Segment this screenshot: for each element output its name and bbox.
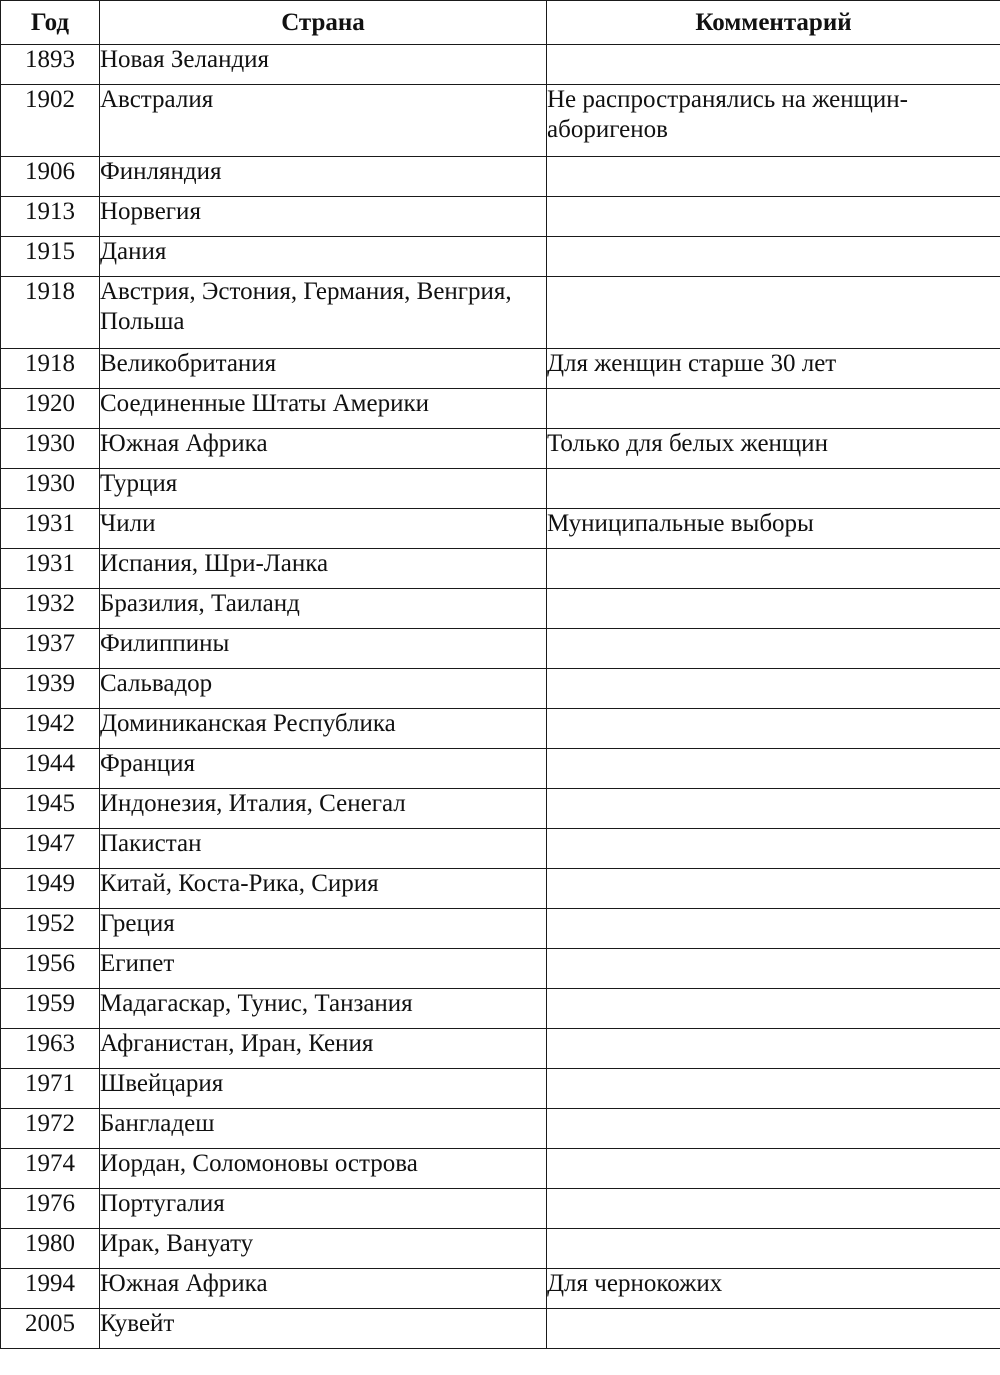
year-cell: 1980: [1, 1229, 100, 1269]
country-cell: Мадагаскар, Тунис, Танзания: [100, 989, 547, 1029]
comment-cell: Для женщин старше 30 лет: [547, 349, 1000, 389]
year-cell: 1920: [1, 389, 100, 429]
year-cell: 1931: [1, 509, 100, 549]
header-country: Страна: [100, 1, 547, 45]
table-row: [1, 909, 1000, 949]
table-header-row: [1, 1, 1000, 45]
table-row: [1, 949, 1000, 989]
comment-cell: Только для белых женщин: [547, 429, 1000, 469]
table-row: [1, 389, 1000, 429]
comment-cell: [547, 989, 1000, 1029]
year-cell: 1956: [1, 949, 100, 989]
year-cell: 2005: [1, 1309, 100, 1349]
comment-cell: [547, 789, 1000, 829]
table-row: [1, 277, 1000, 349]
year-cell: 1947: [1, 829, 100, 869]
year-cell: 1913: [1, 197, 100, 237]
table-row: [1, 589, 1000, 629]
year-cell: 1906: [1, 157, 100, 197]
country-cell: Индонезия, Италия, Сенегал: [100, 789, 547, 829]
comment-cell: [547, 869, 1000, 909]
table-row: [1, 1029, 1000, 1069]
comment-cell: [547, 45, 1000, 85]
comment-cell: Для чернокожих: [547, 1269, 1000, 1309]
country-cell: Испания, Шри-Ланка: [100, 549, 547, 589]
table-row: [1, 1149, 1000, 1189]
year-cell: 1994: [1, 1269, 100, 1309]
comment-cell: [547, 1229, 1000, 1269]
country-cell: Великобритания: [100, 349, 547, 389]
table-row: [1, 709, 1000, 749]
country-cell: Швейцария: [100, 1069, 547, 1109]
comment-cell: [547, 1189, 1000, 1229]
comment-cell: [547, 669, 1000, 709]
country-cell: Австралия: [100, 85, 547, 157]
country-cell: Кувейт: [100, 1309, 547, 1349]
year-cell: 1893: [1, 45, 100, 85]
table-row: [1, 1109, 1000, 1149]
year-cell: 1944: [1, 749, 100, 789]
country-cell: Португалия: [100, 1189, 547, 1229]
country-cell: Филиппины: [100, 629, 547, 669]
table-row: [1, 349, 1000, 389]
year-cell: 1942: [1, 709, 100, 749]
comment-cell: Не распространялись на женщин-аборигенов: [547, 85, 1000, 157]
table-row: [1, 1269, 1000, 1309]
comment-cell: [547, 1029, 1000, 1069]
year-cell: 1915: [1, 237, 100, 277]
comment-cell: [547, 909, 1000, 949]
year-cell: 1931: [1, 549, 100, 589]
comment-cell: [547, 389, 1000, 429]
country-cell: Соединенные Штаты Америки: [100, 389, 547, 429]
year-cell: 1930: [1, 429, 100, 469]
comment-cell: [547, 1069, 1000, 1109]
table-row: [1, 629, 1000, 669]
country-cell: Турция: [100, 469, 547, 509]
comment-cell: [547, 1309, 1000, 1349]
comment-cell: [547, 629, 1000, 669]
year-cell: 1971: [1, 1069, 100, 1109]
country-cell: Иордан, Соломоновы острова: [100, 1149, 547, 1189]
country-cell: Финляндия: [100, 157, 547, 197]
country-cell: Египет: [100, 949, 547, 989]
year-cell: 1963: [1, 1029, 100, 1069]
comment-cell: [547, 829, 1000, 869]
comment-cell: [547, 589, 1000, 629]
country-cell: Чили: [100, 509, 547, 549]
table-row: [1, 237, 1000, 277]
country-cell: Сальвадор: [100, 669, 547, 709]
comment-cell: [547, 157, 1000, 197]
comment-cell: [547, 749, 1000, 789]
table-row: [1, 157, 1000, 197]
comment-cell: [547, 1109, 1000, 1149]
table-row: [1, 789, 1000, 829]
table-row: [1, 669, 1000, 709]
year-cell: 1952: [1, 909, 100, 949]
comment-cell: [547, 549, 1000, 589]
table-row: [1, 829, 1000, 869]
year-cell: 1932: [1, 589, 100, 629]
table-row: [1, 197, 1000, 237]
table-row: [1, 45, 1000, 85]
year-cell: 1918: [1, 349, 100, 389]
comment-cell: [547, 709, 1000, 749]
table-row: [1, 469, 1000, 509]
country-cell: Китай, Коста-Рика, Сирия: [100, 869, 547, 909]
table-body: [1, 45, 1000, 1349]
country-cell: Австрия, Эстония, Германия, Венгрия, Польша: [100, 277, 547, 349]
country-cell: Новая Зеландия: [100, 45, 547, 85]
table-row: [1, 509, 1000, 549]
table-row: [1, 85, 1000, 157]
header-year: Год: [1, 1, 100, 45]
comment-cell: [547, 949, 1000, 989]
country-cell: Южная Африка: [100, 1269, 547, 1309]
table-row: [1, 1069, 1000, 1109]
comment-cell: [547, 237, 1000, 277]
table-row: [1, 1189, 1000, 1229]
country-cell: Бангладеш: [100, 1109, 547, 1149]
country-cell: Бразилия, Таиланд: [100, 589, 547, 629]
year-cell: 1902: [1, 85, 100, 157]
country-cell: Доминиканская Республика: [100, 709, 547, 749]
year-cell: 1949: [1, 869, 100, 909]
table-row: [1, 869, 1000, 909]
comment-cell: [547, 197, 1000, 237]
table-row: [1, 989, 1000, 1029]
comment-cell: [547, 277, 1000, 349]
comment-cell: Муниципальные выборы: [547, 509, 1000, 549]
year-cell: 1937: [1, 629, 100, 669]
table-row: [1, 1229, 1000, 1269]
country-cell: Пакистан: [100, 829, 547, 869]
country-cell: Греция: [100, 909, 547, 949]
country-cell: Южная Африка: [100, 429, 547, 469]
year-cell: 1972: [1, 1109, 100, 1149]
year-cell: 1976: [1, 1189, 100, 1229]
year-cell: 1959: [1, 989, 100, 1029]
table-row: [1, 549, 1000, 589]
header-comment: Комментарий: [547, 1, 1000, 45]
year-cell: 1939: [1, 669, 100, 709]
year-cell: 1918: [1, 277, 100, 349]
table-row: [1, 429, 1000, 469]
country-cell: Дания: [100, 237, 547, 277]
year-cell: 1930: [1, 469, 100, 509]
country-cell: Ирак, Вануату: [100, 1229, 547, 1269]
country-cell: Норвегия: [100, 197, 547, 237]
year-cell: 1974: [1, 1149, 100, 1189]
year-cell: 1945: [1, 789, 100, 829]
country-cell: Афганистан, Иран, Кения: [100, 1029, 547, 1069]
comment-cell: [547, 1149, 1000, 1189]
table-row: [1, 749, 1000, 789]
table-row: [1, 1309, 1000, 1349]
comment-cell: [547, 469, 1000, 509]
country-cell: Франция: [100, 749, 547, 789]
